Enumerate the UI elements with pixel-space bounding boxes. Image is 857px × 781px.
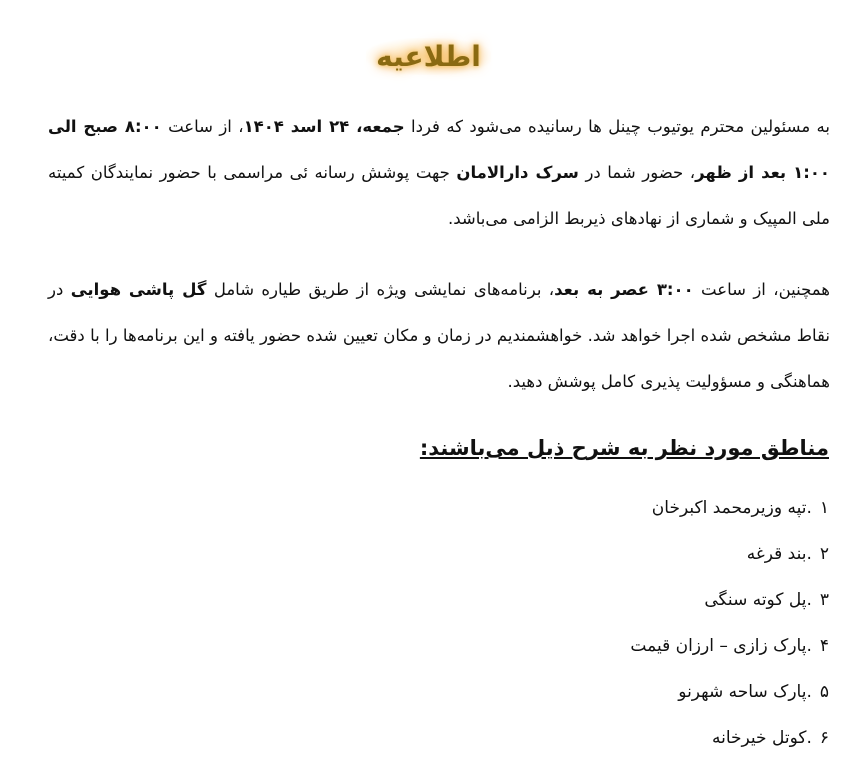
areas-heading: مناطق مورد نظر به شرح ذیل می‌باشند: bbox=[419, 436, 829, 460]
list-item bbox=[630, 718, 829, 764]
list-item bbox=[630, 672, 829, 718]
areas-list bbox=[630, 488, 829, 764]
paragraph1-text-2: ، از ساعت bbox=[161, 117, 244, 136]
page-title: اطلاعیه bbox=[366, 38, 491, 75]
list-item bbox=[630, 626, 829, 672]
paragraph1-location: سرک دارالامان bbox=[456, 163, 579, 182]
paragraph2-text-2: ، برنامه‌های نمایشی ویژه از طریق طیاره شامل bbox=[206, 280, 555, 299]
list-item-name: .پارک زازی – ارزان قیمت bbox=[630, 636, 812, 656]
paragraph-invitation bbox=[48, 104, 830, 242]
paragraph1-text-3: ، حضور شما در bbox=[578, 163, 696, 182]
list-item-name: .تپه وزیرمحمد اکبرخان bbox=[651, 498, 812, 518]
paragraph2-text-1: همچنین، از ساعت bbox=[693, 280, 831, 299]
paragraph-air-show bbox=[48, 267, 830, 405]
list-item-name: .بند قرغه bbox=[746, 544, 812, 564]
list-item-number: ۱ bbox=[819, 498, 829, 518]
paragraph2-text-3: در نقاط مشخص شده اجرا خواهد شد. خواهشمندیم در زمان و مکان تعیین شده حضور یافته و این برنامه‌ها را با دقت، هماهنگی و مسؤولیت پذیری کامل پوشش دهید. bbox=[48, 280, 830, 391]
list-item-number: ۲ bbox=[819, 544, 829, 564]
list-item bbox=[630, 534, 829, 580]
paragraph2-highlight: گل پاشی هوایی bbox=[70, 280, 207, 299]
paragraph1-text-4: جهت پوشش رسانه ئی مراسمی با حضور نمایندگان کمیته ملی المپیک و شماری از نهادهای ذیربط الزامی می‌باشد. bbox=[48, 163, 830, 228]
title-container bbox=[0, 38, 857, 75]
list-item bbox=[630, 488, 829, 534]
list-item-name: .پل کوته سنگی bbox=[704, 590, 812, 610]
list-item-number: ۴ bbox=[819, 636, 829, 656]
list-item-number: ۳ bbox=[819, 590, 829, 610]
list-item-name: .کوتل خیرخانه bbox=[712, 728, 812, 748]
paragraph2-time: ۳:۰۰ عصر به بعد bbox=[554, 280, 694, 299]
list-item-number: ۶ bbox=[819, 728, 829, 748]
paragraph1-text-1: به مسئولین محترم یوتیوب چینل ها رسانیده می‌شود که فردا bbox=[404, 117, 830, 136]
list-item bbox=[630, 580, 829, 626]
paragraph1-date: جمعه، ۲۴ اسد ۱۴۰۴ bbox=[243, 117, 405, 136]
list-item-number: ۵ bbox=[819, 682, 829, 702]
list-item-name: .پارک ساحه شهرنو bbox=[678, 682, 812, 702]
paragraph1-time-range: ۸:۰۰ صبح الی ۱:۰۰ بعد از ظهر bbox=[48, 117, 830, 182]
